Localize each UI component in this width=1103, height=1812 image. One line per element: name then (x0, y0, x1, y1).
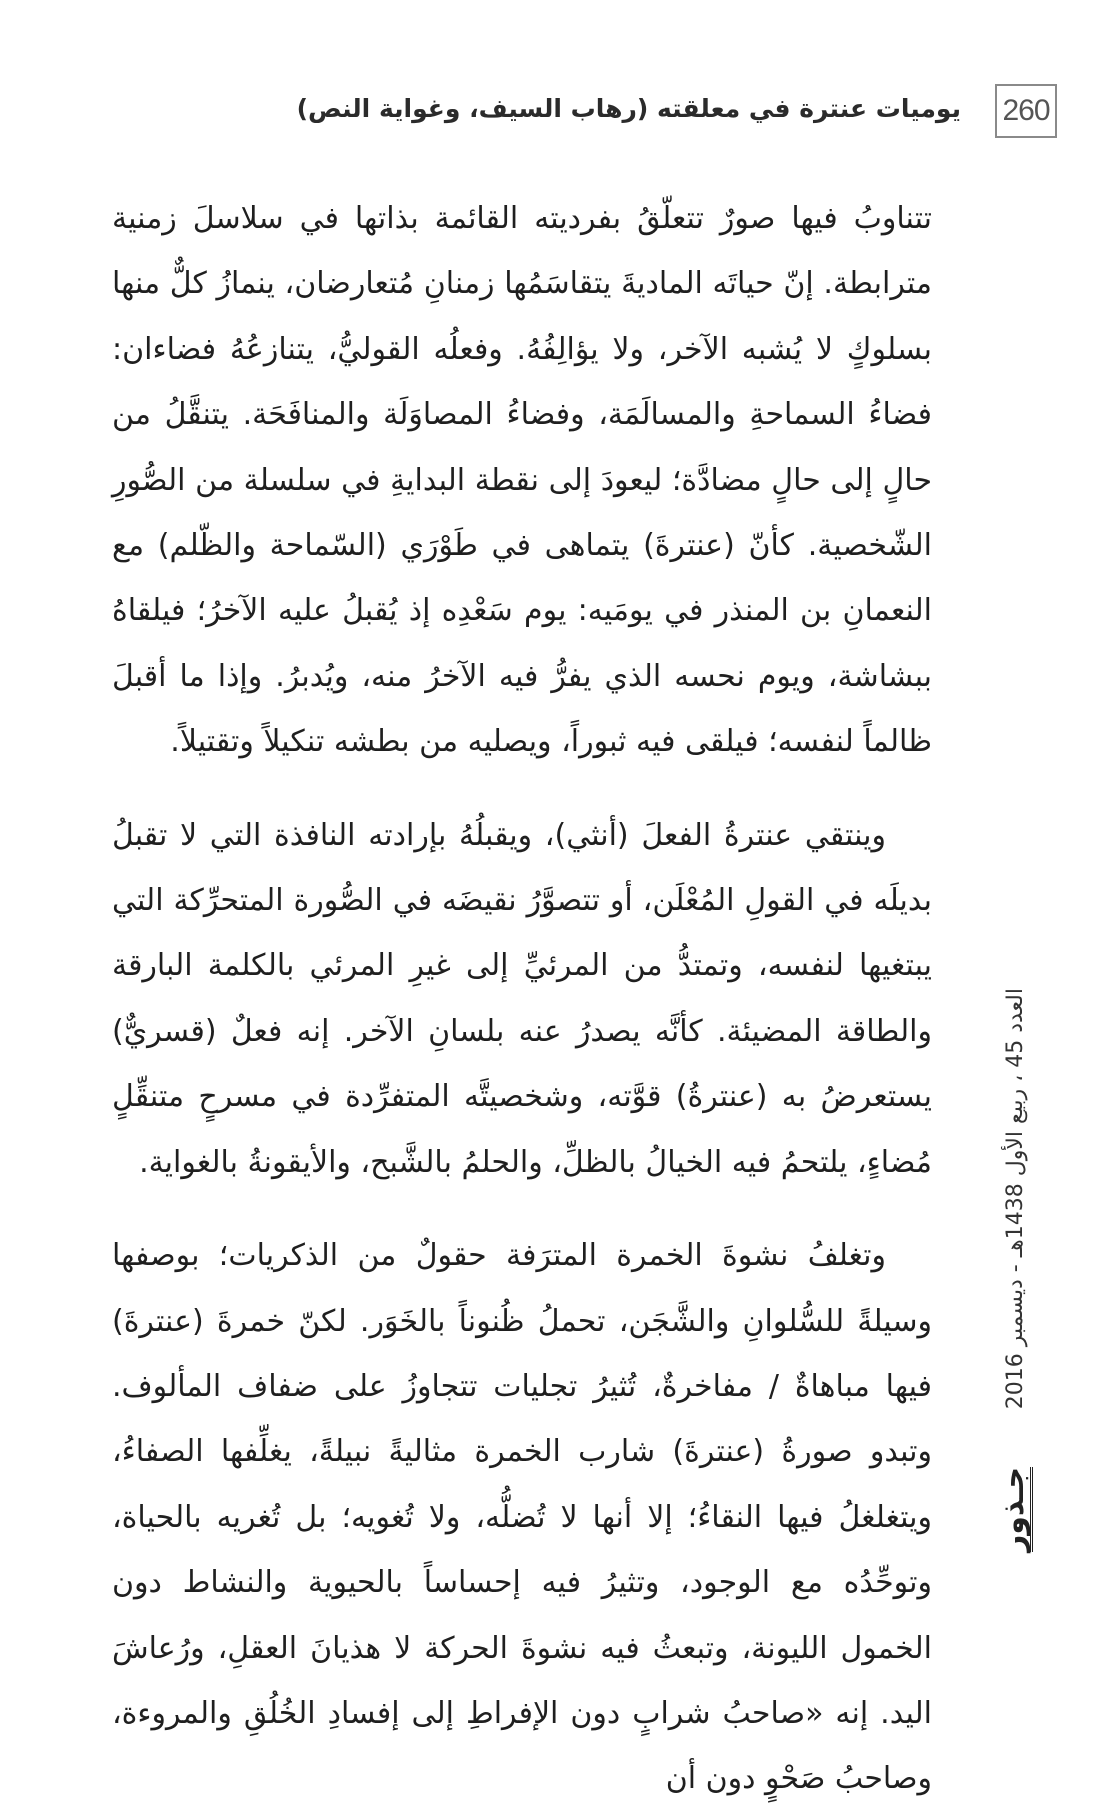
paragraph: وينتقي عنترةُ الفعلَ (أنثي)، ويقبلُهُ بإرادته النافذة التي لا تقبلُ بديلَه في القولِ المُعْلَن، أو تتصوَّرُ نقيضَه في الصُّورة المتحرِّكة التي يبتغيها لنفسه، وتمتدُّ من المرئيِّ إلى غيرِ المرئي بالكلمة البارقة والطاقة المضيئة. كأنَّه يصدرُ عنه بلسانِ الآخر. إنه فعلٌ (قسريٌّ) يستعرضُ به (عنترةُ) قوَّته، وشخصيتَّه المتفرِّدة في مسرحٍ متنقِّلٍ مُضاءٍ، يلتحمُ فيه الخيالُ بالظلِّ، والحلمُ بالشَّبح، والأيقونةُ بالغواية. (112, 817, 932, 1180)
paragraph: وتغلفُ نشوةَ الخمرة المترَفة حقولٌ من الذكريات؛ بوصفها وسيلةً للسُّلوانِ والشَّجَن، تحملُ ظُنوناً بالخَوَر. لكنّ خمرةَ (عنترةَ) فيها مباهاةٌ / مفاخرةٌ، تُثيرُ تجليات تتجاوزُ على ضفاف المألوف. وتبدو صورةُ (عنترةَ) شارب الخمرة مثاليةً نبيلةً، يغلِّفها الصفاءُ، ويتغلغلُ فيها النقاءُ؛ إلا أنها لا تُضلُّه، ولا تُغويه؛ بل تُغريه بالحياة، وتوحِّدُه مع الوجود، وتثيرُ فيه إحساساً بالحيوية والنشاط دون الخمول الليونة، وتبعثُ فيه نشوةَ الحركة لا هذيانَ العقلِ، ورُعاشَ اليد. إنه «صاحبُ شرابٍ دون الإفراطِ إلى إفسادِ الخُلُقِ والمروءة، وصاحبُ صَحْوٍ دون أن (112, 1238, 932, 1797)
article-body (112, 186, 932, 1812)
running-header (240, 84, 1057, 142)
issue-info: العدد 45 ، ربيع الأول 1438هـ - ديسمبر 2016 (1003, 988, 1028, 1410)
journal-logo: جـذور (996, 1466, 1031, 1552)
page-number: 260 (995, 84, 1057, 138)
running-title: يوميات عنترة في معلقته (رهاب السيف، وغواية النص) (296, 94, 961, 123)
paragraph: تتناوبُ فيها صورٌ تتعلّقُ بفرديته القائمة بذاتها في سلاسلَ زمنية مترابطة. إنّ حياتَه الماديةَ يتقاسَمُها زمنانِ مُتعارضان، ينمازُ كلٌّ منها بسلوكٍ لا يُشبه الآخر، ولا يؤالِفُهُ. وفعلُه القوليُّ، يتنازعُهُ فضاءان: فضاءُ السماحةِ والمسالَمَة، وفضاءُ المصاوَلَة والمنافَحَة. يتنقَّلُ من حالٍ إلى حالٍ مضادَّة؛ ليعودَ إلى نقطة البدايةِ في سلسلة من الصُّورِ الشّخصية. كأنّ (عنترةَ) يتماهى في طَوْرَي (السّماحة والظّلم) مع النعمانِ بن المنذر في يومَيه: يوم سَعْدِه إذ يُقبلُ عليه الآخرُ؛ فيلقاهُ ببشاشة، ويوم نحسه الذي يفرُّ فيه الآخرُ منه، ويُدبرُ. وإذا ما أقبلَ ظالماً لنفسه؛ فيلقى فيه ثبوراً، ويصليه من بطشه تنكيلاً وتقتيلاً. (112, 201, 932, 760)
